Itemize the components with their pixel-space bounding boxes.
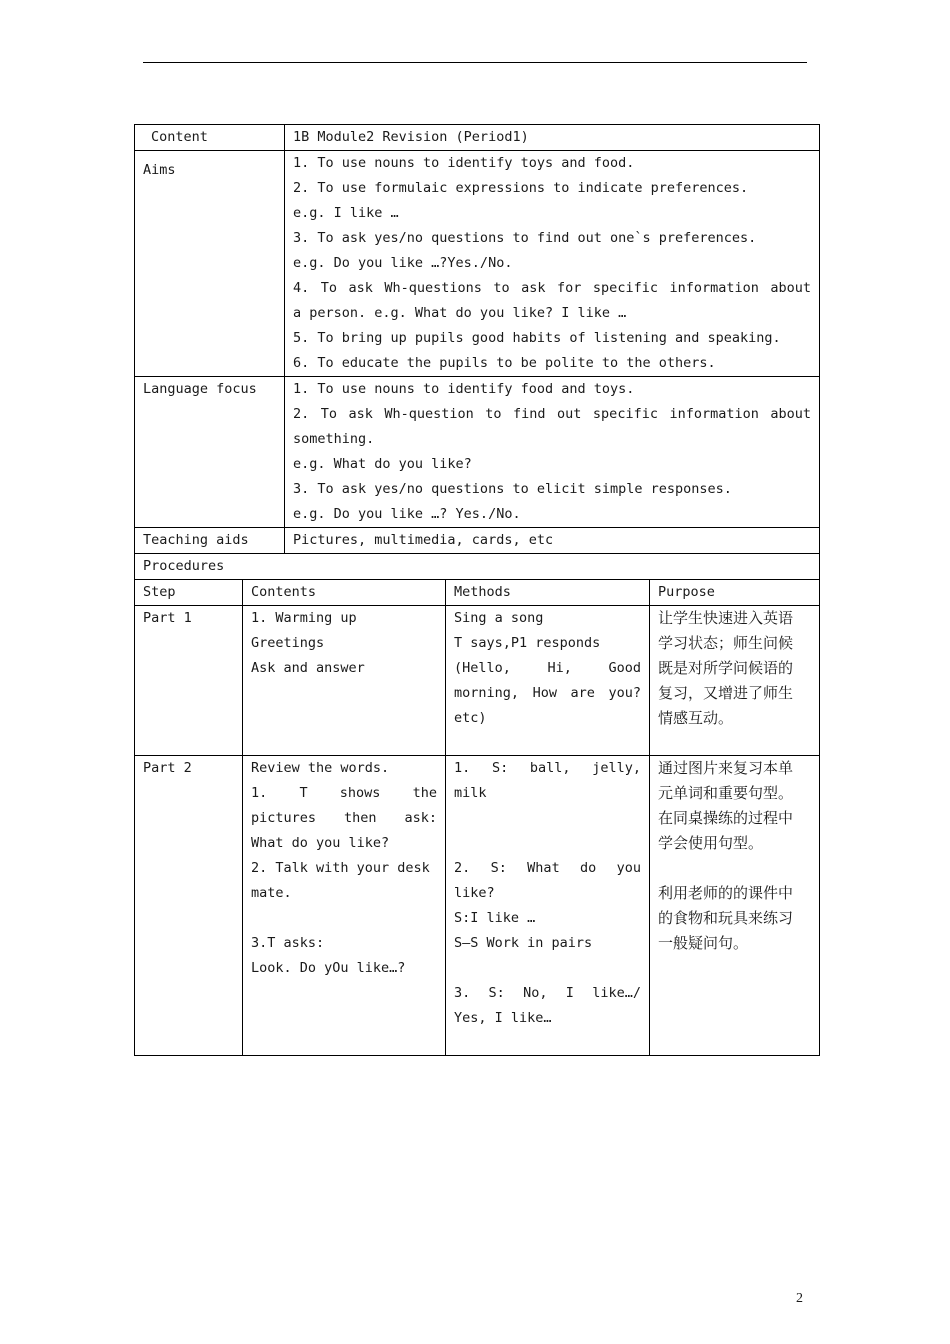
procedures-header-row	[135, 580, 820, 606]
aims-line: 4. To ask Wh-questions to ask for specific information about	[293, 280, 811, 296]
part2-methods-line	[454, 956, 641, 981]
part1-purpose-line: 复习，又增进了师生	[658, 684, 794, 702]
aims-line: a person. e.g. What do you like? I like …	[293, 305, 627, 321]
language-focus-line: e.g. What do you like?	[293, 456, 472, 472]
part2-methods-line	[454, 806, 641, 831]
part2-contents-line: What do you like?	[251, 835, 390, 851]
procedures-row	[135, 554, 820, 580]
language-focus-line: something.	[293, 431, 375, 447]
header-rule	[143, 62, 807, 63]
part2-methods-line: Yes, I like…	[454, 1010, 552, 1026]
part2-methods-line: S—S Work in pairs	[454, 935, 593, 951]
part1-contents-line: Ask and answer	[251, 660, 365, 676]
teaching-aids-value: Pictures, multimedia, cards, etc	[285, 528, 820, 554]
part1-methods-line: etc)	[454, 710, 487, 726]
part2-purpose-line: 通过图片来复习本单	[658, 759, 794, 777]
part2-contents-line	[251, 906, 437, 931]
part2-methods	[446, 756, 650, 1056]
language-focus-line: 3. To ask yes/no questions to elicit simple responses.	[293, 481, 732, 497]
page-number: 2	[796, 1291, 803, 1306]
language-focus-cell	[285, 377, 820, 528]
header-methods: Methods	[446, 580, 650, 606]
part1-purpose-line: 情感互动。	[658, 709, 734, 727]
part2-purpose-line: 元单词和重要句型。	[658, 784, 794, 802]
content-row	[135, 125, 820, 151]
part1-purpose-line: 既是对所学问候语的	[658, 659, 794, 677]
part1-methods-line: morning, How are you?	[454, 685, 641, 701]
aims-label-text: Aims	[143, 162, 176, 178]
part2-purpose-line: 利用老师的的课件中	[658, 884, 794, 902]
aims-line: e.g. Do you like …?Yes./No.	[293, 255, 513, 271]
teaching-aids-label: Teaching aids	[135, 528, 285, 554]
language-focus-line: 1. To use nouns to identify food and toys.	[293, 381, 635, 397]
part2-methods-line: 3. S: No, I like…/	[454, 985, 641, 1001]
part2-row	[135, 756, 820, 1056]
part1-purpose-line: 让学生快速进入英语	[658, 609, 794, 627]
part1-step: Part 1	[135, 606, 243, 756]
content-label: Content	[135, 125, 285, 151]
aims-line: 2. To use formulaic expressions to indicate preferences.	[293, 180, 749, 196]
part1-methods	[446, 606, 650, 756]
part2-contents-line: Review the words.	[251, 760, 390, 776]
part2-purpose	[650, 756, 820, 1056]
part2-contents-line: 3.T asks:	[251, 935, 325, 951]
content-value: 1B Module2 Revision (Period1)	[285, 125, 820, 151]
teaching-aids-row	[135, 528, 820, 554]
aims-line: 3. To ask yes/no questions to find out one`s preferences.	[293, 230, 757, 246]
part2-methods-line: 2. S: What do you	[454, 860, 641, 876]
language-focus-line: e.g. Do you like …? Yes./No.	[293, 506, 521, 522]
part1-methods-line: T says,P1 responds	[454, 635, 601, 651]
aims-row	[135, 151, 820, 377]
aims-line: 1. To use nouns to identify toys and food.	[293, 155, 635, 171]
part2-step: Part 2	[135, 756, 243, 1056]
part1-methods-line: Sing a song	[454, 610, 544, 626]
header-contents: Contents	[243, 580, 446, 606]
language-focus-line: 2. To ask Wh-question to find out specific information about	[293, 406, 811, 422]
part2-methods-line: like?	[454, 885, 495, 901]
part2-methods-line	[454, 831, 641, 856]
part2-purpose-line: 在同桌操练的过程中	[658, 809, 794, 827]
part1-methods-line: (Hello, Hi, Good	[454, 660, 641, 676]
aims-line: 6. To educate the pupils to be polite to the others.	[293, 355, 716, 371]
part1-purpose-line: 学习状态；师生问候	[658, 634, 794, 652]
part2-contents-line: Look. Do yOu like…?	[251, 960, 406, 976]
part2-contents-line: pictures then ask:	[251, 810, 437, 826]
procedures-label: Procedures	[135, 554, 820, 580]
header-step: Step	[135, 580, 243, 606]
part2-methods-line: S:I like …	[454, 910, 536, 926]
part2-contents	[243, 756, 446, 1056]
aims-label	[135, 151, 285, 377]
part2-purpose-line: 的食物和玩具来练习	[658, 909, 794, 927]
part2-methods-line: 1. S: ball, jelly,	[454, 760, 641, 776]
part1-contents	[243, 606, 446, 756]
language-focus-row	[135, 377, 820, 528]
part1-contents-line: 1. Warming up	[251, 610, 357, 626]
language-focus-label: Language focus	[135, 377, 285, 528]
part1-row	[135, 606, 820, 756]
part2-contents-line: 1. T shows the	[251, 785, 437, 801]
part2-contents-line: mate.	[251, 885, 292, 901]
part1-purpose	[650, 606, 820, 756]
header-purpose: Purpose	[650, 580, 820, 606]
aims-line: e.g. I like …	[293, 205, 399, 221]
part2-contents-line: 2. Talk with your desk	[251, 860, 430, 876]
part2-purpose-line: 学会使用句型。	[658, 834, 764, 852]
lesson-plan-table	[134, 124, 820, 1056]
aims-line: 5. To bring up pupils good habits of listening and speaking.	[293, 330, 781, 346]
part2-methods-line: milk	[454, 785, 487, 801]
part2-purpose-line: 一般疑问句。	[658, 934, 749, 952]
part2-purpose-line	[658, 856, 811, 881]
aims-cell	[285, 151, 820, 377]
part1-contents-line: Greetings	[251, 635, 325, 651]
